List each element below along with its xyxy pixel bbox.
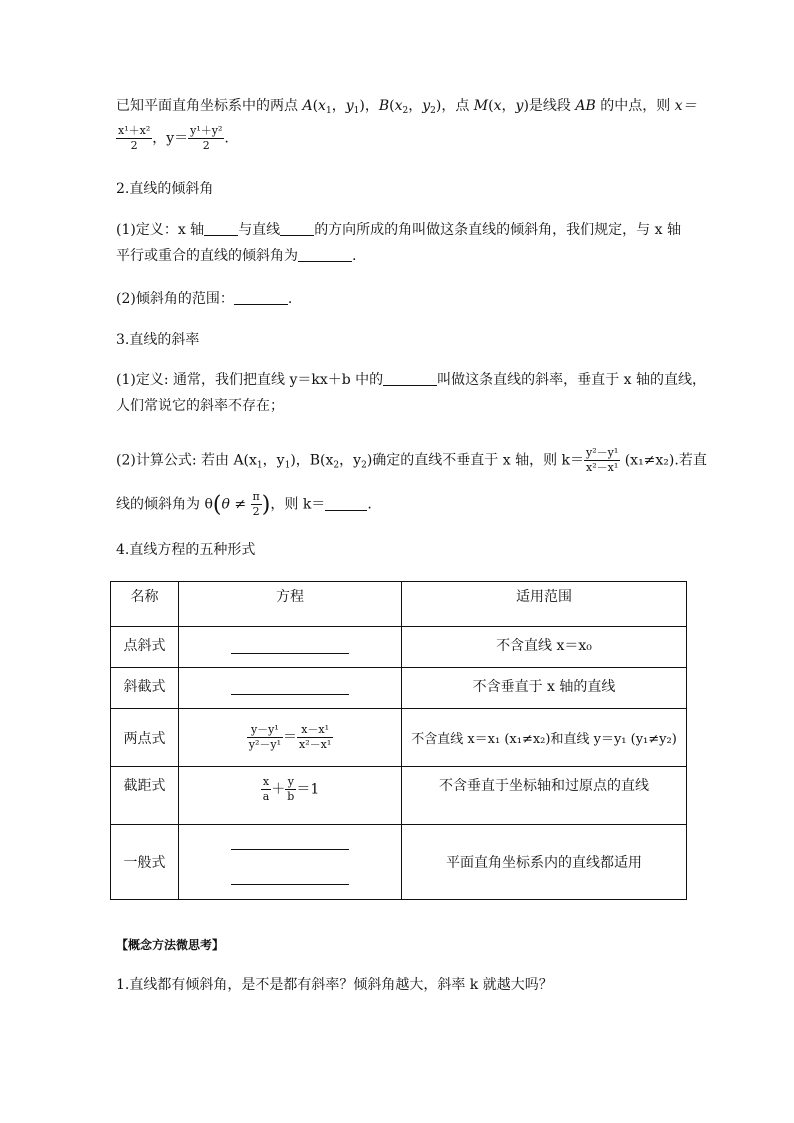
row-scope: 不含直线 x＝x₁ (x₁≠x₂)和直线 y＝y₁ (y₁≠y₂) xyxy=(402,709,687,767)
table-row xyxy=(111,767,687,825)
frac-x: $\frac{\text{x¹＋x²}}{2}$ xyxy=(118,124,151,152)
row-name: 斜截式 xyxy=(111,668,179,709)
row-equation[interactable] xyxy=(179,668,402,709)
table-row xyxy=(111,825,687,900)
s2-definition-line1: (1)定义：x 轴 与直线 的方向所成的角叫做这条直线的倾斜角，我们规定，与 x 轴 xyxy=(116,222,681,238)
section-4-title: 4.直线方程的五种形式 xyxy=(116,542,256,558)
pi-over-two: $\frac{\pi}{2}$ xyxy=(252,490,260,518)
blank[interactable] xyxy=(231,639,349,654)
blank[interactable] xyxy=(298,247,352,262)
blank[interactable] xyxy=(231,870,349,885)
midpoint-formula: $\frac{\text{x¹＋x²}}{2}$ ，y＝ $\frac{\text{y¹＋y²}}{2}$ . xyxy=(118,124,229,152)
s2-definition-line2: 平行或重合的直线的倾斜角为 . xyxy=(116,248,357,264)
row-scope: 不含直线 x＝x₀ xyxy=(402,627,687,668)
blank[interactable] xyxy=(234,290,288,305)
table-row xyxy=(111,709,687,767)
question-1: 1.直线都有倾斜角，是不是都有斜率？倾斜角越大，斜率 k 就越大吗？ xyxy=(116,977,553,993)
row-name: 一般式 xyxy=(111,825,179,900)
line-equation-table xyxy=(110,581,687,900)
blank[interactable] xyxy=(383,371,437,386)
frac-y: $\frac{\text{y¹＋y²}}{2}$ xyxy=(190,124,223,152)
blank[interactable] xyxy=(231,835,349,850)
blank[interactable] xyxy=(325,496,367,511)
row-equation: $\frac{\text{y－y¹}}{\text{y²－y¹}}$ ＝ $\frac{\text{x－x¹}}{\text{x²－x¹}}$ xyxy=(179,709,402,767)
row-name: 两点式 xyxy=(111,709,179,767)
blank[interactable] xyxy=(204,221,238,236)
table-row xyxy=(111,627,687,668)
header-equation: 方程 xyxy=(179,582,402,627)
row-scope: 不含垂直于坐标轴和过原点的直线 xyxy=(402,767,687,825)
section-3-title: 3.直线的斜率 xyxy=(116,332,200,348)
row-equation[interactable] xyxy=(179,825,402,900)
table-row xyxy=(111,668,687,709)
row-scope: 不含垂直于 x 轴的直线 xyxy=(402,668,687,709)
section-2-title: 2.直线的倾斜角 xyxy=(116,181,214,197)
s3-formula-line1: (2)计算公式: 若由 $A(x_1$，$y_1$)，$B(x_2$，$y_2$)确定的直线不垂直于 x 轴，则 k＝ $\frac{\text{y²－y¹}}{\text{x²－x¹}}$ (x₁≠x₂).若直 xyxy=(116,446,707,474)
s3-definition-line2: 人们常说它的斜率不存在； xyxy=(116,398,284,414)
midpoint-text: 已知平面直角坐标系中的两点 $A(x_1$，$y_1$)，$B(x_2$，$y_2$)，点 M(x，y)是线段 AB 的中点，则 x＝ xyxy=(116,98,697,116)
blank[interactable] xyxy=(280,221,314,236)
row-equation[interactable] xyxy=(179,627,402,668)
s3-formula-line2: 线的倾斜角为 θ(θ ≠ $\frac{\pi}{2}$ )，则 k＝ . xyxy=(116,490,372,518)
row-scope: 平面直角坐标系内的直线都适用 xyxy=(402,825,687,900)
blank[interactable] xyxy=(231,680,349,695)
s3-definition-line1: (1)定义: 通常，我们把直线 y＝kx＋b 中的 叫做这条直线的斜率，垂直于 x 轴的直线， xyxy=(116,372,706,388)
header-scope: 适用范围 xyxy=(402,582,687,627)
s2-range: (2)倾斜角的范围： . xyxy=(116,291,293,307)
row-name: 截距式 xyxy=(111,767,179,825)
header-name: 名称 xyxy=(111,582,179,627)
row-equation: $\frac{x}{a}$ ＋ $\frac{y}{b}$ ＝1 xyxy=(179,767,402,825)
table-header-row xyxy=(111,582,687,627)
row-name: 点斜式 xyxy=(111,627,179,668)
think-title: 【概念方法微思考】 xyxy=(116,938,225,952)
slope-fraction: $\frac{\text{y²－y¹}}{\text{x²－x¹}}$ xyxy=(586,446,619,474)
